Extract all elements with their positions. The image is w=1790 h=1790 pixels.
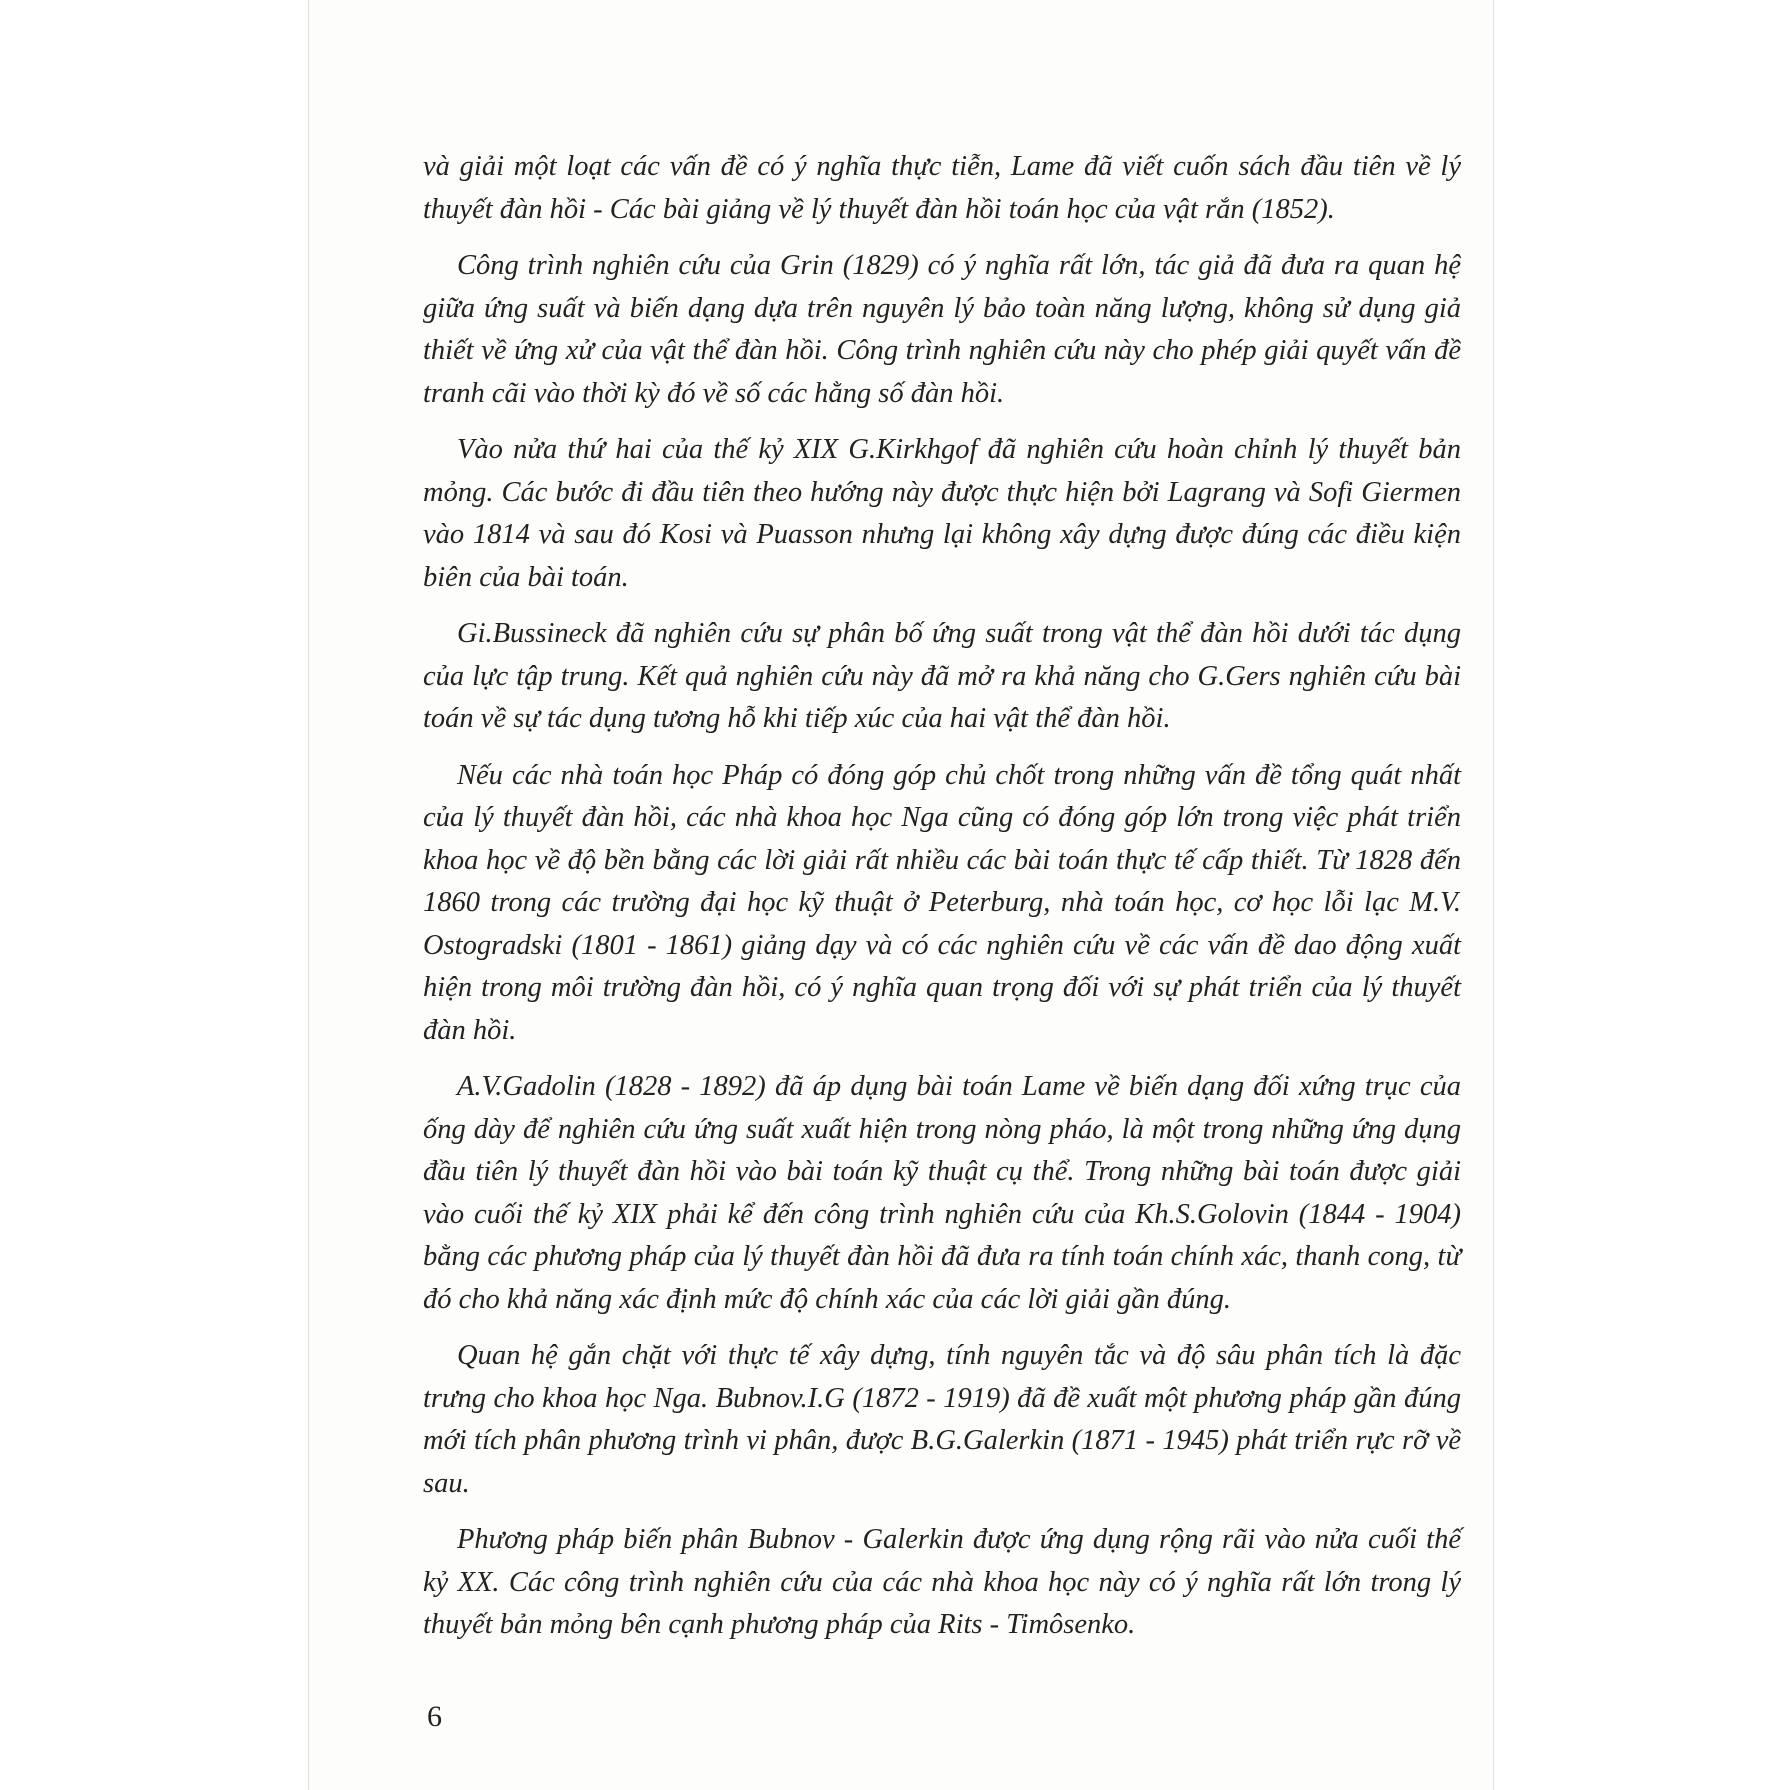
paragraph-bubnov-galerkin: Phương pháp biến phân Bubnov - Galerkin được ứng dụng rộng rãi vào nửa cuối thế kỷ XX. Các công trình nghiên cứu của các nhà khoa học này có ý nghĩa rất lớn trong lý thuyết bản mỏng bên cạnh phương pháp của Rits - Timôsenko.: [423, 1524, 1461, 1640]
paragraph-bussineck: Gi.Bussineck đã nghiên cứu sự phân bố ứng suất trong vật thể đàn hồi dưới tác dụng của lực tập trung. Kết quả nghiên cứu này đã mở ra khả năng cho G.Gers nghiên cứu bài toán về sự tác dụng tương hỗ khi tiếp xúc của hai vật thể đàn hồi.: [423, 618, 1461, 734]
paragraph-bubnov: Quan hệ gắn chặt với thực tế xây dựng, tính nguyên tắc và độ sâu phân tích là đặc trưng cho khoa học Nga. Bubnov.I.G (1872 - 1919) đã đề xuất một phương pháp gần đúng mới tích phân phương trình vi phân, được B.G.Galerkin (1871 - 1945) phát triển rực rỡ về sau.: [423, 1340, 1461, 1499]
book-page: [308, 0, 1494, 1790]
paragraph-gadolin: A.V.Gadolin (1828 - 1892) đã áp dụng bài toán Lame về biến dạng đối xứng trục của ống dày để nghiên cứu ứng suất xuất hiện trong nòng pháo, là một trong những ứng dụng đầu tiên lý thuyết đàn hồi vào bài toán kỹ thuật cụ thể. Trong những bài toán được giải vào cuối thế kỷ XIX phải kể đến công trình nghiên cứu của Kh.S.Golovin (1844 - 1904) bằng các phương pháp của lý thuyết đàn hồi đã đưa ra tính toán chính xác, thanh cong, từ đó cho khả năng xác định mức độ chính xác của các lời giải gần đúng.: [423, 1071, 1461, 1315]
paragraph-russian-scientists: Nếu các nhà toán học Pháp có đóng góp chủ chốt trong những vấn đề tổng quát nhất của lý thuyết đàn hồi, các nhà khoa học Nga cũng có đóng góp lớn trong việc phát triển khoa học về độ bền bằng các lời giải rất nhiều các bài toán thực tế cấp thiết. Từ 1828 đến 1860 trong các trường đại học kỹ thuật ở Peterburg, nhà toán học, cơ học lỗi lạc M.V. Ostogradski (1801 - 1861) giảng dạy và có các nghiên cứu về các vấn đề dao động xuất hiện trong môi trường đàn hồi, có ý nghĩa quan trọng đối với sự phát triển của lý thuyết đàn hồi.: [423, 759, 1461, 1046]
page-number: 6: [427, 1700, 442, 1733]
paragraph-lame: và giải một loạt các vấn đề có ý nghĩa thực tiễn, Lame đã viết cuốn sách đầu tiên về lý thuyết đàn hồi - Các bài giảng về lý thuyết đàn hồi toán học của vật rắn (1852).: [423, 151, 1461, 225]
paragraph-grin: Công trình nghiên cứu của Grin (1829) có ý nghĩa rất lớn, tác giả đã đưa ra quan hệ giữa ứng suất và biến dạng dựa trên nguyên lý bảo toàn năng lượng, không sử dụng giả thiết về ứng xử của vật thể đàn hồi. Công trình nghiên cứu này cho phép giải quyết vấn đề tranh cãi vào thời kỳ đó về số các hằng số đàn hồi.: [423, 250, 1461, 409]
body-text: [423, 146, 1461, 1661]
paragraph-kirkhgof: Vào nửa thứ hai của thế kỷ XIX G.Kirkhgof đã nghiên cứu hoàn chỉnh lý thuyết bản mỏng. Các bước đi đầu tiên theo hướng này được thực hiện bởi Lagrang và Sofi Giermen vào 1814 và sau đó Kosi và Puasson nhưng lại không xây dựng được đúng các điều kiện biên của bài toán.: [423, 434, 1461, 593]
